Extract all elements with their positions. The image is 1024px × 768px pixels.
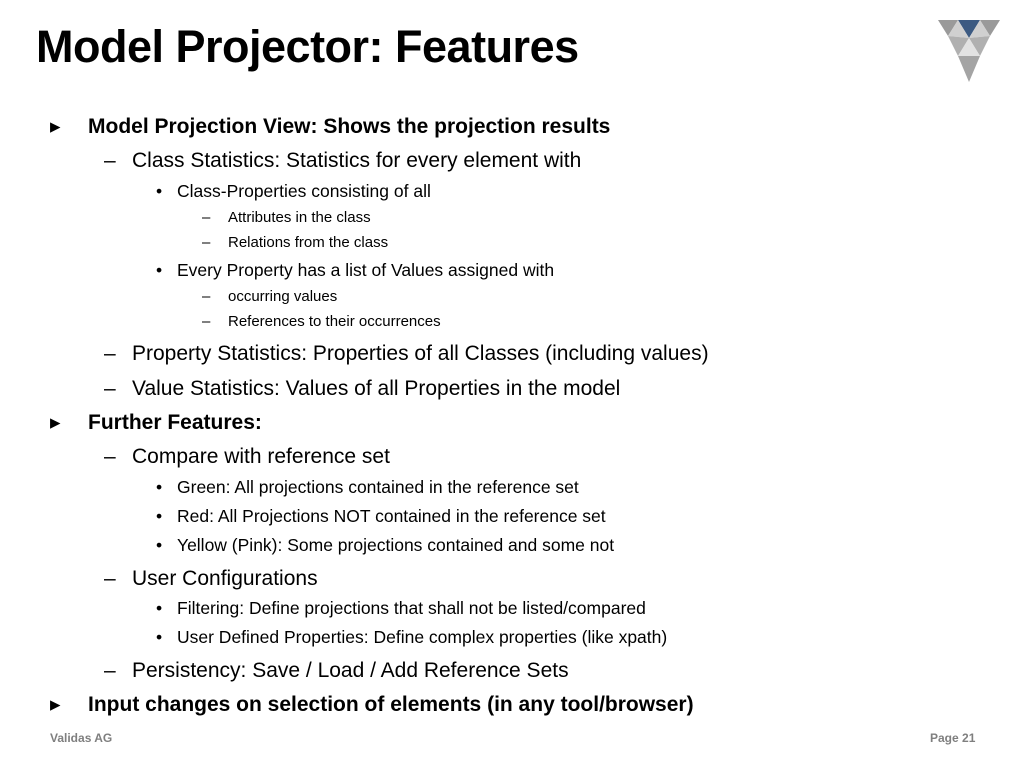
footer-page-number: Page 21 <box>930 731 976 745</box>
dot-marker: • <box>156 181 163 201</box>
bullet-level2: Value Statistics: Values of all Properties in the model <box>132 377 621 400</box>
bullet-level1: Input changes on selection of elements (in any tool/browser) <box>88 693 694 716</box>
bullet-level3: Yellow (Pink): Some projections contained and some not <box>177 535 615 555</box>
dash-marker: – <box>104 377 116 400</box>
bullet-level3: Every Property has a list of Values assigned with <box>177 260 555 280</box>
bullet-level4: References to their occurrences <box>228 313 441 330</box>
slide-title: Model Projector: Features <box>36 21 579 72</box>
bullet-level2: Compare with reference set <box>132 445 390 468</box>
bullet-level3: Class-Properties consisting of all <box>177 181 431 201</box>
bullet-level1: Further Features: <box>88 411 262 434</box>
bullet-level2: Persistency: Save / Load / Add Reference Sets <box>132 659 569 682</box>
bullet-level3: Filtering: Define projections that shall not be listed/compared <box>177 598 646 618</box>
bullet-level2: User Configurations <box>132 567 318 590</box>
dot-marker: • <box>156 535 163 555</box>
level1-bullet-icon: ▸ <box>50 693 61 716</box>
dash-marker: – <box>104 445 116 468</box>
dash-marker: – <box>104 659 116 682</box>
dash-marker: – <box>104 567 116 590</box>
dash-marker: – <box>202 234 211 251</box>
level1-bullet-icon: ▸ <box>50 411 61 434</box>
bullet-level3: User Defined Properties: Define complex properties (like xpath) <box>177 627 668 647</box>
dash-marker: – <box>104 342 116 365</box>
bullet-level4: occurring values <box>228 288 338 305</box>
bullet-level3: Green: All projections contained in the reference set <box>177 477 579 497</box>
dot-marker: • <box>156 506 163 526</box>
dot-marker: • <box>156 627 163 647</box>
bullet-level3: Red: All Projections NOT contained in the reference set <box>177 506 606 526</box>
dash-marker: – <box>202 209 211 226</box>
bullet-level2: Property Statistics: Properties of all Classes (including values) <box>132 342 709 365</box>
dot-marker: • <box>156 260 163 280</box>
dot-marker: • <box>156 477 163 497</box>
dash-marker: – <box>104 149 116 172</box>
bullet-level4: Attributes in the class <box>228 209 371 226</box>
dash-marker: – <box>202 313 211 330</box>
footer-company: Validas AG <box>50 731 113 745</box>
bullet-level1: Model Projection View: Shows the projection results <box>88 115 611 138</box>
dash-marker: – <box>202 288 211 305</box>
bullet-level4: Relations from the class <box>228 234 389 251</box>
dot-marker: • <box>156 598 163 618</box>
bullet-level2: Class Statistics: Statistics for every element with <box>132 149 582 172</box>
level1-bullet-icon: ▸ <box>50 115 61 138</box>
